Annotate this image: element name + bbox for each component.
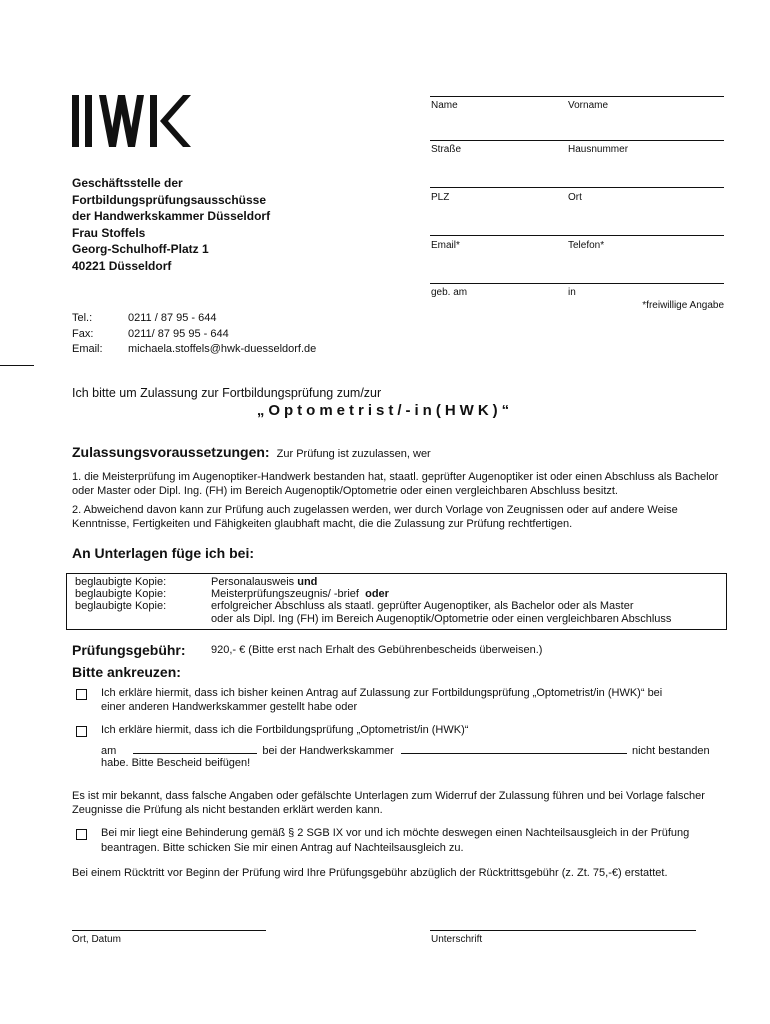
- geb-in-label: in: [568, 287, 576, 298]
- vorname-label: Vorname: [568, 100, 609, 111]
- hwk-logo: [72, 95, 192, 147]
- disability-text: Bei mir liegt eine Behinderung gemäß § 2 SGB IX vor und ich möchte deswegen einen Nachteilsausgleich in der Prüfung beantragen. Bitte schicken Sie mir einen Antrag auf Nachteilsausgleich zu.: [101, 827, 690, 854]
- documents-box: [66, 573, 727, 630]
- requirements-heading: Zulassungsvoraussetzungen:: [72, 444, 270, 460]
- fee-heading: Prüfungsgebühr:: [72, 642, 186, 658]
- doc-right-2: Meisterprüfungszeugnis/ -brief oder: [211, 588, 389, 600]
- optional-note: *freiwillige Angabe: [642, 300, 724, 311]
- address-line: Frau Stoffels: [72, 225, 146, 240]
- doc-left-1: beglaubigte Kopie:: [75, 576, 167, 588]
- check2-text: Ich erkläre hiermit, dass ich die Fortbildungsprüfung „Optometrist/in (HWK)“: [101, 724, 469, 736]
- check2-line3: habe. Bitte Bescheid beifügen!: [101, 757, 251, 769]
- requirement-item-2: 2. Abweichend davon kann zur Prüfung auch zugelassen werden, wer durch Vorlage von Zeugnissen oder auf andere Weise Kenntnisse, Fertigkeiten und Fähigkeiten glaubhaft macht, die die Zulassung zur Prüfung rechtfertigen.: [72, 504, 678, 530]
- name-label: Name: [431, 100, 458, 111]
- doc-right-1: Personalausweis und: [211, 576, 318, 588]
- requirements-subheading: Zur Prüfung ist zuzulassen, wer: [276, 448, 431, 460]
- check1-text: Ich erkläre hiermit, dass ich bisher keinen Antrag auf Zulassung zur Fortbildungsprüfung „Optometrist/in (HWK)“ bei einer anderen Handwerkskammer gestellt habe oder: [101, 687, 663, 713]
- warning-text: Es ist mir bekannt, dass falsche Angaben oder gefälschte Unterlagen zum Widerruf der Zulassung führen und bei Vorlage falscher Zeugnisse die Prüfung als nicht bestanden erklärt werden kann.: [72, 790, 705, 816]
- geb-field-line[interactable]: [430, 283, 724, 284]
- ort-label: Ort: [568, 192, 582, 203]
- place-date-label: Ort, Datum: [72, 934, 121, 945]
- address-line: 40221 Düsseldorf: [72, 258, 172, 273]
- requirements-heading-row: [72, 444, 431, 460]
- doc-left-2: beglaubigte Kopie:: [75, 588, 167, 600]
- geb-am-label: geb. am: [431, 287, 468, 298]
- address-line: Fortbildungsprüfungsausschüsse: [72, 192, 267, 207]
- check2-fill-row: am bei der Handwerkskammer nicht bestanden: [101, 745, 710, 757]
- checkbox-failed-exam[interactable]: [76, 726, 87, 737]
- fax-label: Fax:: [72, 327, 94, 340]
- address-line: der Handwerkskammer Düsseldorf: [72, 209, 271, 223]
- name-field-line[interactable]: [430, 96, 724, 97]
- plz-field-line[interactable]: [430, 187, 724, 188]
- tel-label: Tel.:: [72, 312, 93, 324]
- doc-right-4: oder als Dipl. Ing (FH) im Bereich Augenoptik/Optometrie oder einen vergleichbaren Abschluss: [211, 613, 672, 625]
- address-line: Geschäftsstelle der: [72, 176, 183, 190]
- chamber-blank[interactable]: [401, 743, 627, 754]
- fold-mark: [0, 365, 34, 366]
- intro-text: Ich bitte um Zulassung zur Fortbildungsprüfung zum/zur: [72, 386, 382, 400]
- checks-heading: Bitte ankreuzen:: [72, 664, 181, 680]
- withdrawal-text: Bei einem Rücktritt vor Beginn der Prüfung wird Ihre Prüfungsgebühr abzüglich der Rücktrittsgebühr (z. Zt. 75,-€) erstattet.: [72, 867, 668, 879]
- checkbox-disability[interactable]: [76, 829, 87, 840]
- email-field-label: Email*: [431, 240, 460, 251]
- strasse-field-line[interactable]: [430, 140, 724, 141]
- recipient-address: [72, 175, 270, 274]
- contact-block: [72, 311, 316, 358]
- fax-value: 0211/ 87 95 95 - 644: [128, 327, 229, 340]
- exam-title: „Optometrist/-in(HWK)“: [256, 402, 514, 419]
- strasse-label: Straße: [431, 144, 462, 155]
- email-value[interactable]: michaela.stoffels@hwk-duesseldorf.de: [128, 343, 317, 355]
- signature-line[interactable]: [430, 930, 696, 931]
- address-line: Georg-Schulhoff-Platz 1: [72, 242, 209, 256]
- email-field-line[interactable]: [430, 235, 724, 236]
- signature-label: Unterschrift: [431, 934, 483, 945]
- fee-text: 920,- € (Bitte erst nach Erhalt des Gebührenbescheids überweisen.): [211, 644, 543, 656]
- documents-heading: An Unterlagen füge ich bei:: [72, 545, 255, 561]
- tel-value: 0211 / 87 95 - 644: [128, 312, 217, 324]
- doc-left-3: beglaubigte Kopie:: [75, 600, 167, 612]
- checkbox-no-previous-application[interactable]: [76, 689, 87, 700]
- plz-label: PLZ: [431, 192, 450, 203]
- email-label: Email:: [72, 343, 103, 355]
- hausnummer-label: Hausnummer: [568, 144, 629, 155]
- place-date-line[interactable]: [72, 930, 266, 931]
- telefon-label: Telefon*: [568, 240, 605, 251]
- requirement-item-1: 1. die Meisterprüfung im Augenoptiker-Handwerk bestanden hat, staatl. geprüfter Augenoptiker ist oder einen Abschluss als Bachelor oder Master oder Dipl. Ing. (FH) im Bereich Augenoptik/Optometrie oder einen vergleichbaren Abschluss besitzt.: [72, 471, 719, 497]
- exam-date-blank[interactable]: [133, 743, 257, 754]
- doc-right-3: erfolgreicher Abschluss als staatl. geprüfter Augenoptiker, als Bachelor oder als Master: [211, 600, 634, 612]
